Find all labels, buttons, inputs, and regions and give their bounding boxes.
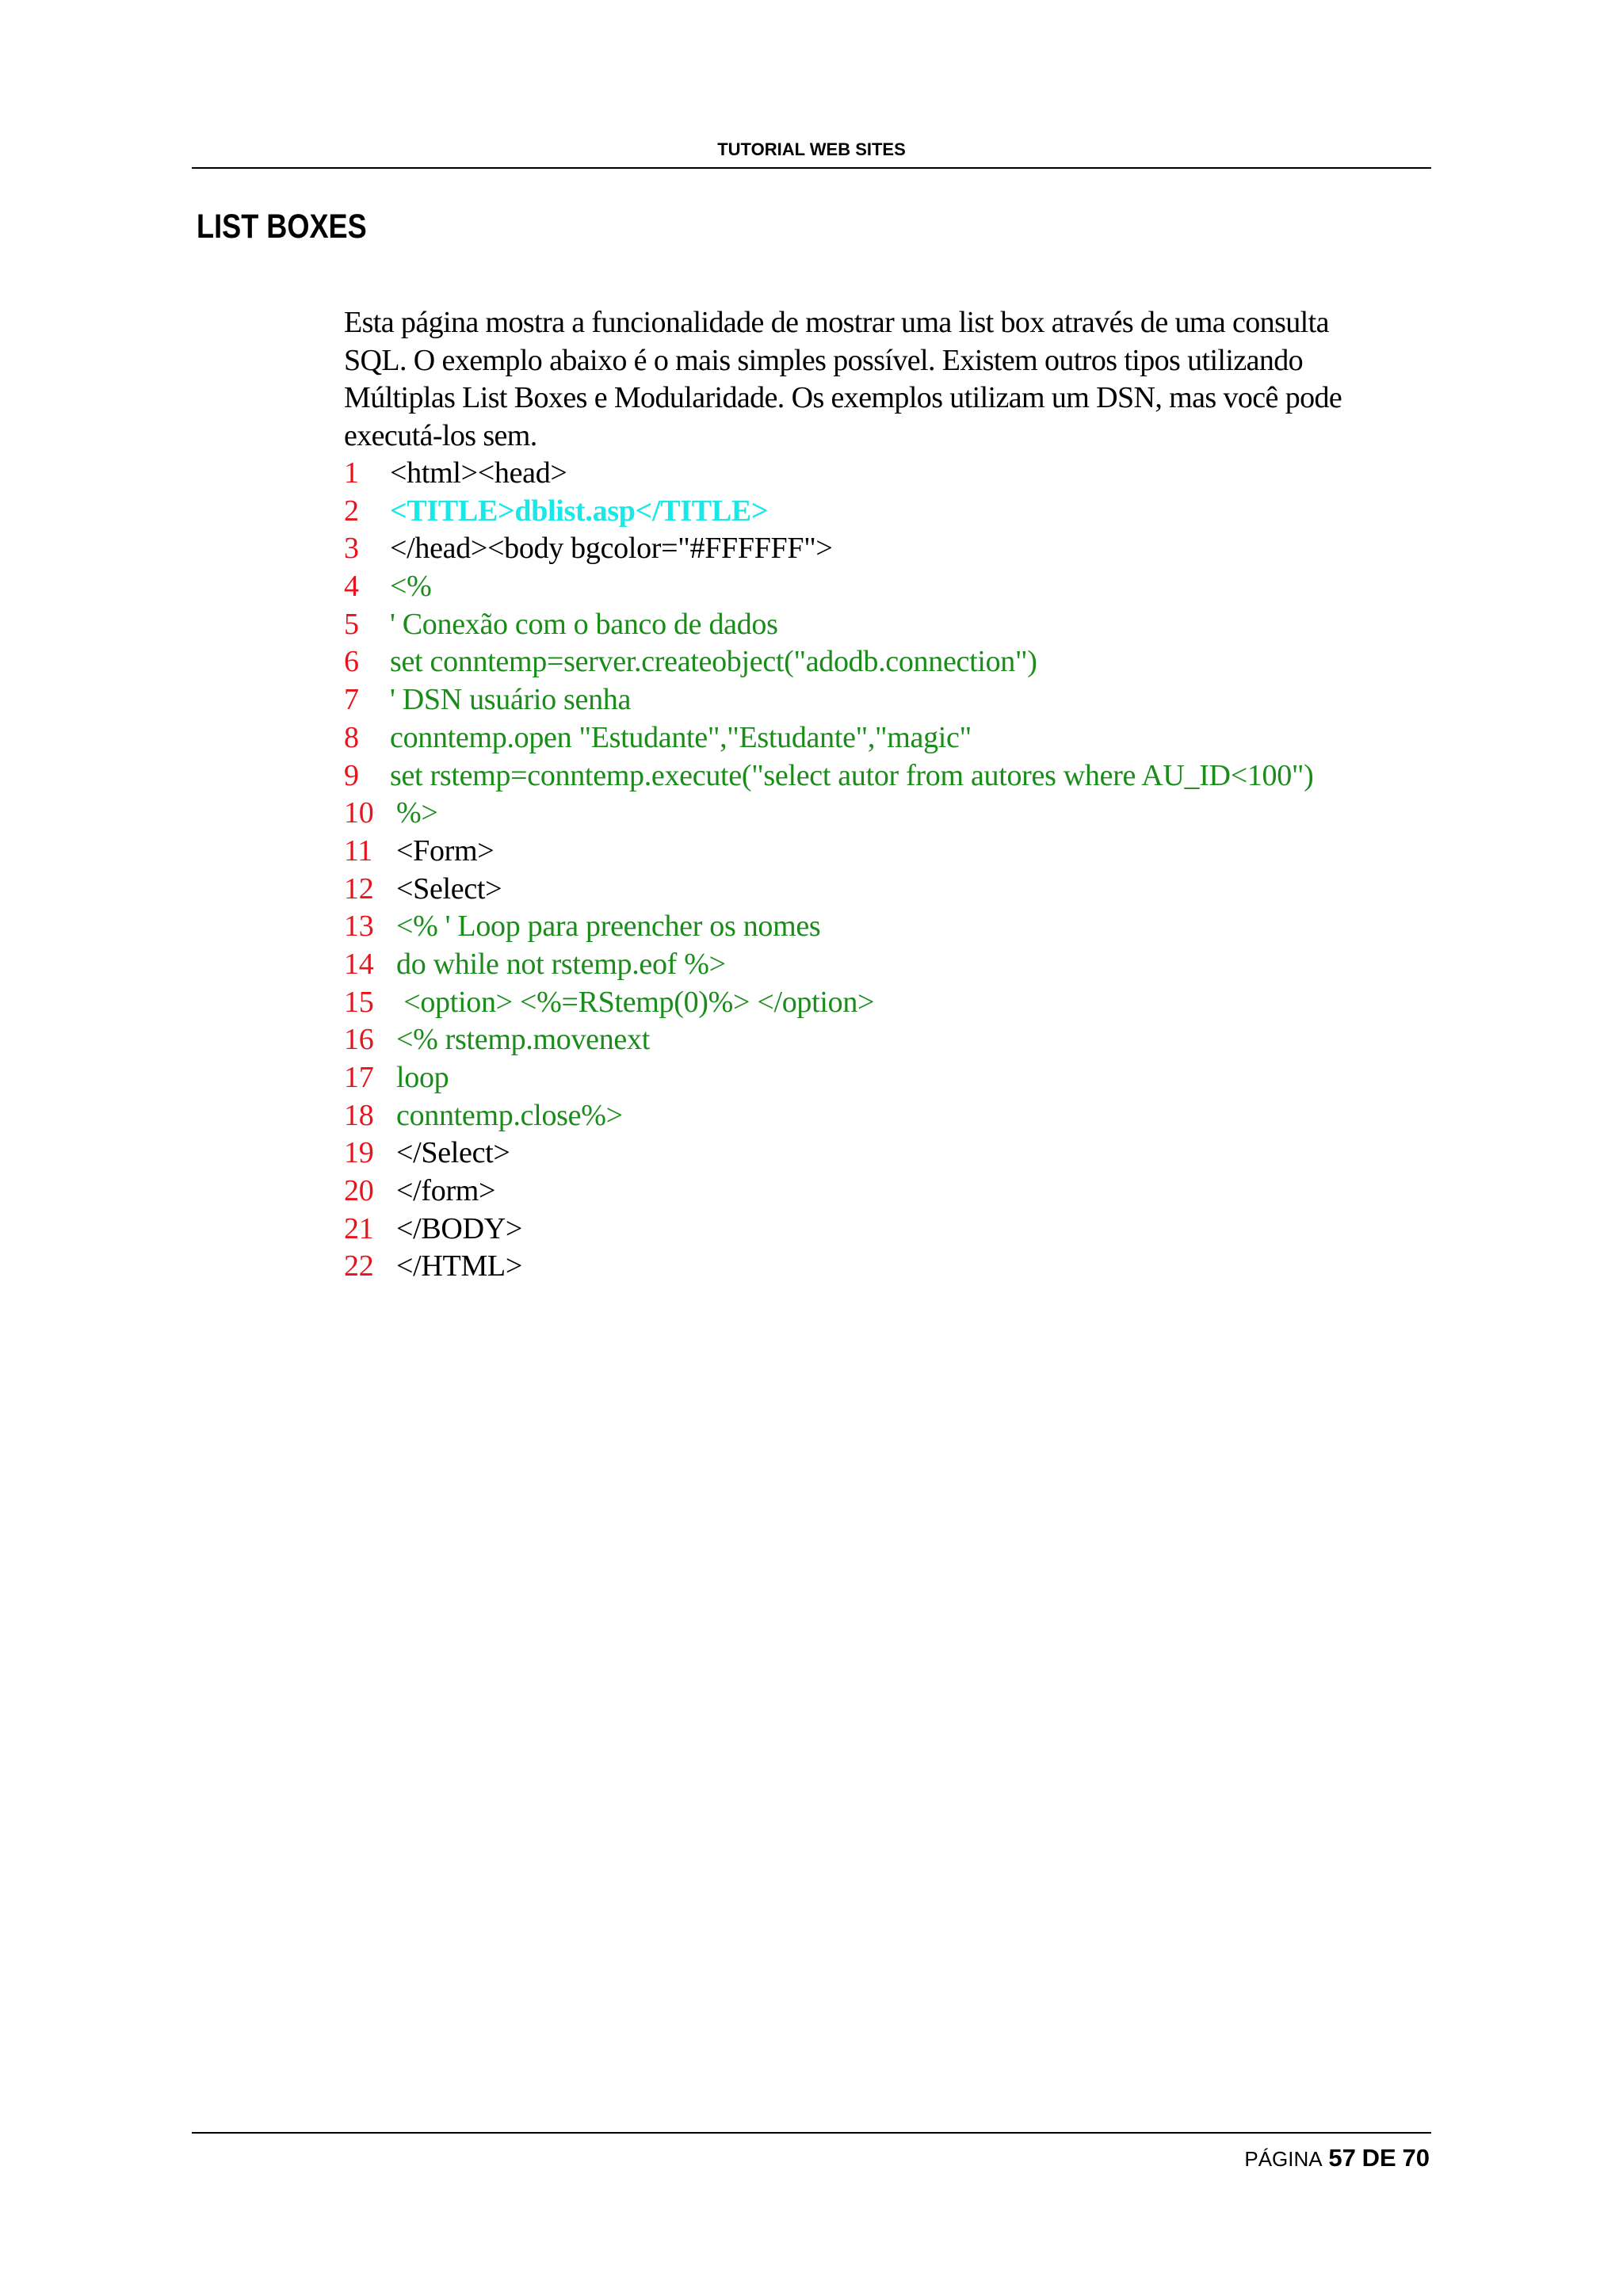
page-current: 57 — [1328, 2144, 1356, 2172]
line-number: 2 — [344, 494, 359, 528]
line-number: 1 — [344, 456, 359, 490]
page-total: 70 — [1402, 2144, 1430, 2172]
code-text: </HTML> — [396, 1249, 522, 1283]
page-separator: DE — [1361, 2144, 1396, 2172]
line-number: 6 — [344, 645, 359, 679]
code-line — [344, 1248, 1314, 1286]
code-line — [344, 908, 1314, 946]
line-number: 15 — [344, 985, 374, 1019]
code-line — [344, 455, 1314, 493]
line-number: 5 — [344, 607, 359, 641]
code-line — [344, 1059, 1314, 1097]
code-line — [344, 530, 1314, 568]
code-text: <% rstemp.movenext — [396, 1023, 650, 1057]
code-text: set conntemp=server.createobject("adodb.connection") — [390, 645, 1037, 679]
page-number — [1244, 2144, 1430, 2172]
intro-paragraph — [344, 304, 1438, 455]
code-text: <Select> — [396, 871, 502, 906]
code-text: ' Conexão com o banco de dados — [390, 607, 778, 641]
code-text: <TITLE>dblist.asp</TITLE> — [390, 494, 769, 528]
code-text: <% — [390, 570, 432, 604]
intro-line: Múltiplas List Boxes e Modularidade. Os exemplos utilizam um DSN, mas você pode — [344, 381, 1342, 414]
line-number: 19 — [344, 1136, 374, 1170]
page-label: PÁGINA — [1244, 2147, 1323, 2171]
code-line — [344, 643, 1314, 681]
code-text: <Form> — [396, 833, 495, 868]
line-number: 17 — [344, 1061, 374, 1094]
code-text: <% ' Loop para preencher os nomes — [396, 910, 821, 944]
line-number: 9 — [344, 758, 359, 792]
code-text: conntemp.close%> — [396, 1098, 623, 1132]
intro-line: executá-los sem. — [344, 418, 537, 452]
running-header: TUTORIAL WEB SITES — [717, 139, 906, 159]
section-heading: LIST BOXES — [197, 208, 367, 246]
code-text: </head><body bgcolor="#FFFFFF"> — [390, 532, 833, 566]
line-number: 18 — [344, 1098, 374, 1132]
line-number: 11 — [344, 833, 372, 868]
code-text: do while not rstemp.eof %> — [396, 947, 726, 981]
code-text: </form> — [396, 1174, 496, 1208]
code-line — [344, 757, 1314, 795]
code-text: conntemp.open "Estudante","Estudante","magic" — [390, 720, 972, 754]
code-text: </Select> — [396, 1136, 510, 1170]
code-line — [344, 568, 1314, 606]
code-line — [344, 1173, 1314, 1211]
code-text: ' DSN usuário senha — [390, 683, 632, 717]
code-text: </BODY> — [396, 1211, 522, 1245]
line-number: 10 — [344, 796, 374, 830]
code-line — [344, 1135, 1314, 1173]
code-line — [344, 493, 1314, 531]
code-line — [344, 833, 1314, 871]
code-line — [344, 984, 1314, 1022]
code-line — [344, 1097, 1314, 1135]
header-rule — [192, 167, 1431, 169]
line-number: 20 — [344, 1174, 374, 1208]
intro-line: SQL. O exemplo abaixo é o mais simples possível. Existem outros tipos utilizando — [344, 343, 1304, 377]
code-text: <option> <%=RStemp(0)%> </option> — [396, 985, 875, 1019]
line-number: 14 — [344, 947, 374, 981]
code-line — [344, 719, 1314, 757]
code-line — [344, 1021, 1314, 1059]
code-text: <html><head> — [390, 456, 567, 490]
line-number: 21 — [344, 1211, 374, 1245]
code-line — [344, 795, 1314, 833]
code-line — [344, 946, 1314, 984]
line-number: 7 — [344, 683, 359, 717]
line-number: 8 — [344, 720, 359, 754]
line-number: 16 — [344, 1023, 374, 1057]
line-number: 12 — [344, 871, 374, 906]
footer-rule — [192, 2132, 1431, 2134]
line-number: 4 — [344, 570, 359, 604]
code-line — [344, 871, 1314, 909]
code-line — [344, 681, 1314, 719]
code-line — [344, 606, 1314, 644]
code-line — [344, 1211, 1314, 1249]
code-text: %> — [396, 796, 438, 830]
line-number: 13 — [344, 910, 374, 944]
code-text: set rstemp=conntemp.execute("select autor from autores where AU_ID<100") — [390, 758, 1314, 792]
intro-line: Esta página mostra a funcionalidade de mostrar uma list box através de uma consulta — [344, 306, 1329, 339]
line-number: 3 — [344, 532, 359, 566]
code-text: loop — [396, 1061, 449, 1094]
line-number: 22 — [344, 1249, 374, 1283]
code-listing — [344, 455, 1314, 1286]
